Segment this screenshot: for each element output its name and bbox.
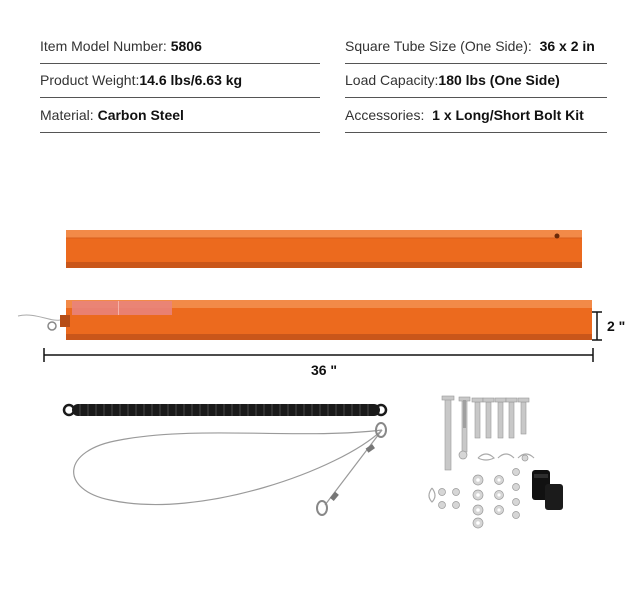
spec-load-value: 180 lbs (One Side) [438,72,560,88]
safety-cable [74,423,386,515]
spec-tube-size-label: Square Tube Size (One Side): [345,38,532,54]
end-cap-icon [532,470,563,510]
spec-model-label: Item Model Number: [40,38,167,54]
spec-weight-label: Product Weight: [40,72,140,88]
height-dimension-marker [592,312,602,340]
cable-eye-icon [317,501,327,515]
square-tube-top [66,230,582,268]
spec-weight-value: 14.6 lbs/6.63 kg [139,72,243,88]
height-label: 2 " [607,318,626,334]
bolt-kit [429,396,563,528]
length-label: 36 " [310,362,338,378]
bolt-hole-icon [555,234,560,239]
spec-material-value: Carbon Steel [97,107,184,123]
spec-model-value: 5806 [170,38,202,54]
warning-sticker [72,301,172,315]
spec-load-label: Load Capacity: [345,72,439,88]
length-dimension-marker [44,348,593,362]
extension-spring [64,404,386,416]
square-tube-bottom [60,300,592,340]
spec-accessories-label: Accessories: [345,107,425,123]
spec-tube-size-value: 36 x 2 in [539,38,595,54]
spec-material-label: Material: [40,107,94,123]
spec-accessories-value: 1 x Long/Short Bolt Kit [432,107,584,123]
